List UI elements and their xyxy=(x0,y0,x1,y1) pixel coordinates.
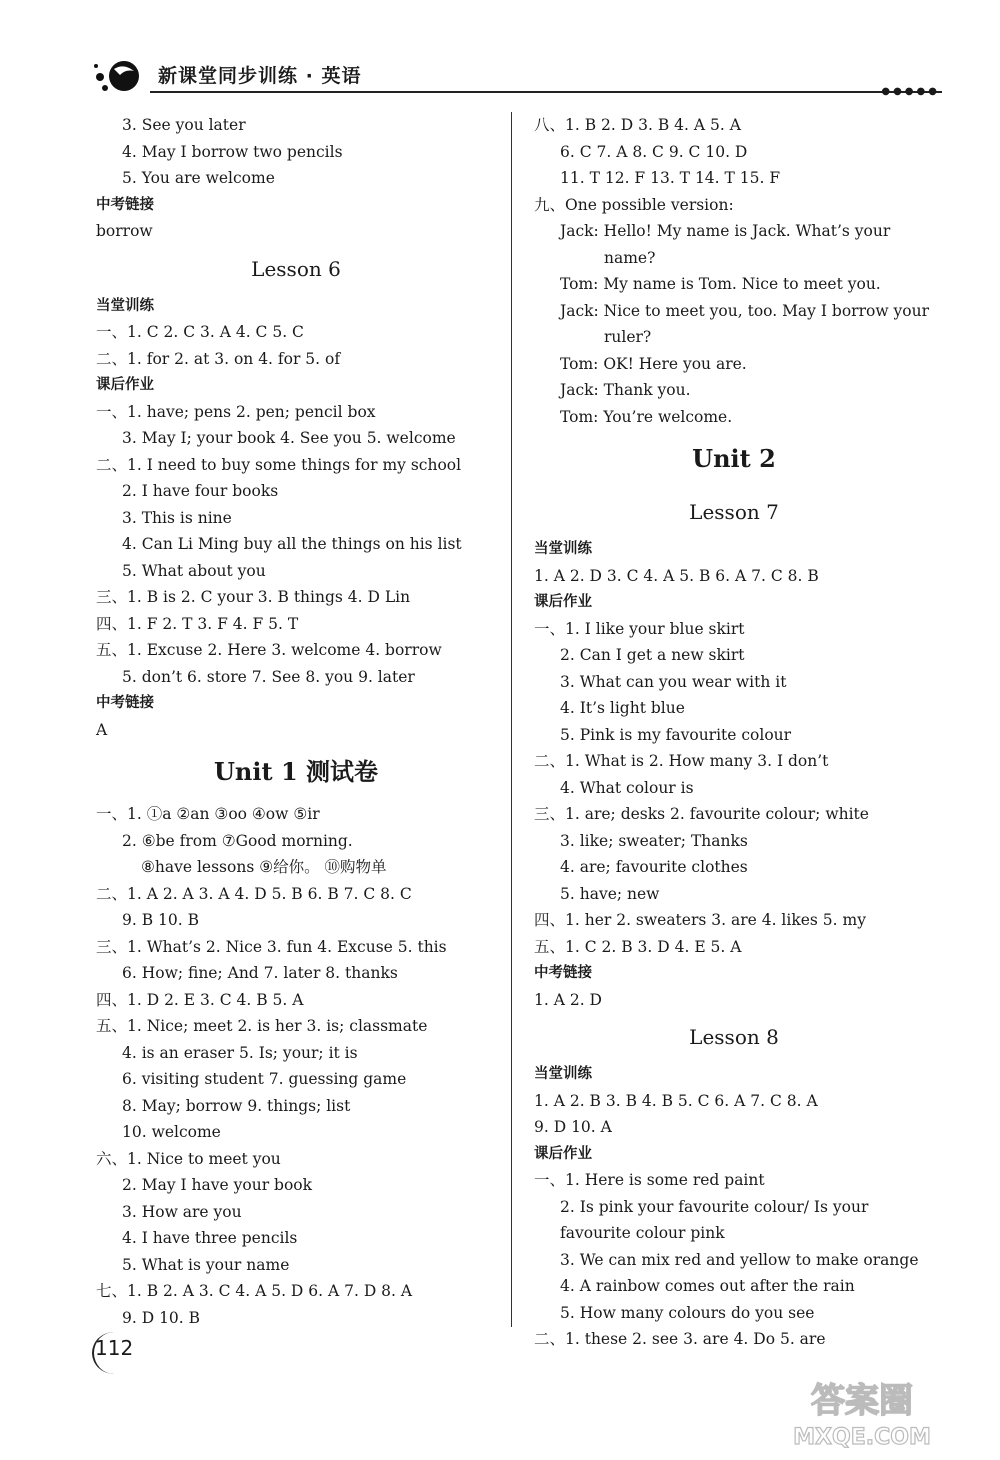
answer-line: 4. are; favourite clothes xyxy=(560,858,748,876)
watermark-bottom: MXQE.COM xyxy=(793,1425,931,1450)
answer-line: 2. May I have your book xyxy=(122,1176,313,1194)
answer-line: 3. We can mix red and yellow to make orange xyxy=(560,1250,919,1269)
watermark-logo xyxy=(752,1372,972,1452)
answer-line: 2. ⑥be from ⑦Good morning. xyxy=(122,831,353,850)
answer-line: 3. like; sweater; Thanks xyxy=(560,831,748,850)
watermark-top: 答案圈 xyxy=(811,1381,913,1421)
answer-line: 三、1. What’s 2. Nice 3. fun 4. Excuse 5. this xyxy=(96,937,447,956)
header-title: 新课堂同步训练 · 英语 xyxy=(158,65,362,87)
answer-line: Jack: Hello! My name is Jack. What’s your name? xyxy=(560,222,891,267)
answer-line: 2. I have four books xyxy=(122,482,279,500)
answer-line: 6. C 7. A 8. C 9. C 10. D xyxy=(560,142,748,161)
answer-line: borrow xyxy=(96,222,153,240)
answer-line: 5. You are welcome xyxy=(122,169,275,187)
answer-line: 五、1. Nice; meet 2. is her 3. is; classmate xyxy=(96,1017,428,1035)
answer-line: 5. How many colours do you see xyxy=(560,1303,815,1322)
answer-line: 4. What colour is xyxy=(560,778,694,797)
answer-line: 二、1. What is 2. How many 3. I don’t xyxy=(534,752,829,770)
section-heading: 课后作业 xyxy=(534,1145,592,1162)
book-logo-icon xyxy=(90,57,144,95)
answer-line: 1. A 2. B 3. B 4. B 5. C 6. A 7. C 8. A xyxy=(534,1091,818,1110)
answer-line: 4. I have three pencils xyxy=(122,1229,298,1247)
answer-line: 八、1. B 2. D 3. B 4. A 5. A xyxy=(534,116,741,134)
lesson-heading: Lesson 6 xyxy=(251,256,341,281)
answer-line: 1. A 2. D 3. C 4. A 5. B 6. A 7. C 8. B xyxy=(534,566,819,585)
answer-line: 4. is an eraser 5. Is; your; it is xyxy=(122,1043,358,1062)
section-heading: 中考链接 xyxy=(96,196,154,213)
answer-line: 一、1. ①a ②an ③oo ④ow ⑤ir xyxy=(96,805,320,823)
answer-line: 5. What about you xyxy=(122,561,266,580)
answer-line: 一、1. Here is some red paint xyxy=(534,1171,765,1189)
section-heading: 当堂训练 xyxy=(96,297,154,314)
answer-line: 4. It’s light blue xyxy=(560,699,685,717)
answer-line: 4. Can Li Ming buy all the things on his list xyxy=(122,535,462,553)
answer-line: 3. See you later xyxy=(122,116,246,134)
answer-line: A xyxy=(96,720,108,739)
answer-line: Tom: OK! Here you are. xyxy=(560,354,747,373)
answer-line: 3. This is nine xyxy=(122,508,232,527)
answer-line: 11. T 12. F 13. T 14. T 15. F xyxy=(560,169,781,187)
answer-line: 七、1. B 2. A 3. C 4. A 5. D 6. A 7. D 8. A xyxy=(96,1282,413,1300)
answer-line: 10. welcome xyxy=(122,1123,221,1141)
answer-line: 三、1. are; desks 2. favourite colour; white xyxy=(534,805,869,823)
answer-line: 五、1. Excuse 2. Here 3. welcome 4. borrow xyxy=(96,641,442,659)
answer-line: 4. A rainbow comes out after the rain xyxy=(560,1277,855,1295)
answer-line: 四、1. F 2. T 3. F 4. F 5. T xyxy=(96,614,299,633)
answer-line: 二、1. I need to buy some things for my school xyxy=(96,455,462,474)
lesson-heading: Lesson 8 xyxy=(689,1025,779,1049)
column-divider xyxy=(511,112,512,1327)
answer-line: 3. How are you xyxy=(122,1202,242,1221)
answer-line: 6. visiting student 7. guessing game xyxy=(122,1070,407,1088)
section-heading: 当堂训练 xyxy=(534,1066,592,1082)
page-number: 112 xyxy=(95,1336,134,1360)
section-heading: 课后作业 xyxy=(96,377,154,393)
answer-line: 9. D 10. A xyxy=(534,1118,612,1136)
section-heading: 中考链接 xyxy=(96,695,154,711)
page-header xyxy=(80,55,940,100)
answer-line: 三、1. B is 2. C your 3. B things 4. D Lin xyxy=(96,588,411,606)
answer-line: 2. Can I get a new skirt xyxy=(560,646,745,664)
right-column xyxy=(534,112,934,1353)
answer-line: Tom: You’re welcome. xyxy=(560,407,733,426)
answer-line: 四、1. her 2. sweaters 3. are 4. likes 5. my xyxy=(534,911,866,929)
answer-line: 四、1. D 2. E 3. C 4. B 5. A xyxy=(96,990,304,1009)
answer-line: 1. A 2. D xyxy=(534,990,602,1009)
answer-line: 3. What can you wear with it xyxy=(560,672,787,691)
section-heading: 课后作业 xyxy=(534,594,592,610)
answer-line: Tom: My name is Tom. Nice to meet you. xyxy=(560,275,881,293)
answer-line: Jack: Thank you. xyxy=(560,381,691,399)
answer-line: 二、1. for 2. at 3. on 4. for 5. of xyxy=(96,349,341,368)
answer-line: 2. Is pink your favourite colour/ Is your favourite colour pink xyxy=(560,1197,869,1242)
answer-line: 5. Pink is my favourite colour xyxy=(560,725,792,744)
section-heading: 中考链接 xyxy=(534,965,592,981)
answer-line: 9. D 10. B xyxy=(122,1308,201,1327)
answer-line: Jack: Nice to meet you, too. May I borrow your ruler? xyxy=(560,301,929,346)
header-dots: ●●●●● xyxy=(881,86,940,97)
answer-line: 3. May I; your book 4. See you 5. welcome xyxy=(122,429,456,447)
answer-line: 9. B 10. B xyxy=(122,911,200,929)
lesson-heading: Lesson 7 xyxy=(689,500,779,524)
answer-line: 六、1. Nice to meet you xyxy=(96,1149,281,1168)
answer-line: ⑧have lessons ⑨给你。 ⑩购物单 xyxy=(141,858,387,876)
answer-line: 一、1. I like your blue skirt xyxy=(534,619,745,638)
answer-line: 5. have; new xyxy=(560,884,660,903)
answer-line: 4. May I borrow two pencils xyxy=(122,142,343,161)
answer-line: 5. don’t 6. store 7. See 8. you 9. later xyxy=(122,667,415,686)
section-heading: 当堂训练 xyxy=(534,541,592,557)
answer-line: 二、1. A 2. A 3. A 4. D 5. B 6. B 7. C 8. C xyxy=(96,884,412,903)
answer-line: 6. How; fine; And 7. later 8. thanks xyxy=(122,964,398,982)
answer-line: 九、One possible version: xyxy=(534,195,734,214)
answer-line: 二、1. these 2. see 3. are 4. Do 5. are xyxy=(534,1330,826,1348)
answer-line: 一、1. C 2. C 3. A 4. C 5. C xyxy=(96,323,304,341)
answer-line: 一、1. have; pens 2. pen; pencil box xyxy=(96,402,376,421)
answer-line: 5. What is your name xyxy=(122,1255,290,1274)
unit-heading: Unit 1 测试卷 xyxy=(214,757,378,786)
unit-heading: Unit 2 xyxy=(692,444,776,473)
header-rule xyxy=(150,91,942,93)
answer-line: 五、1. C 2. B 3. D 4. E 5. A xyxy=(534,937,742,956)
answer-line: 8. May; borrow 9. things; list xyxy=(122,1096,351,1115)
left-column xyxy=(96,112,496,1331)
